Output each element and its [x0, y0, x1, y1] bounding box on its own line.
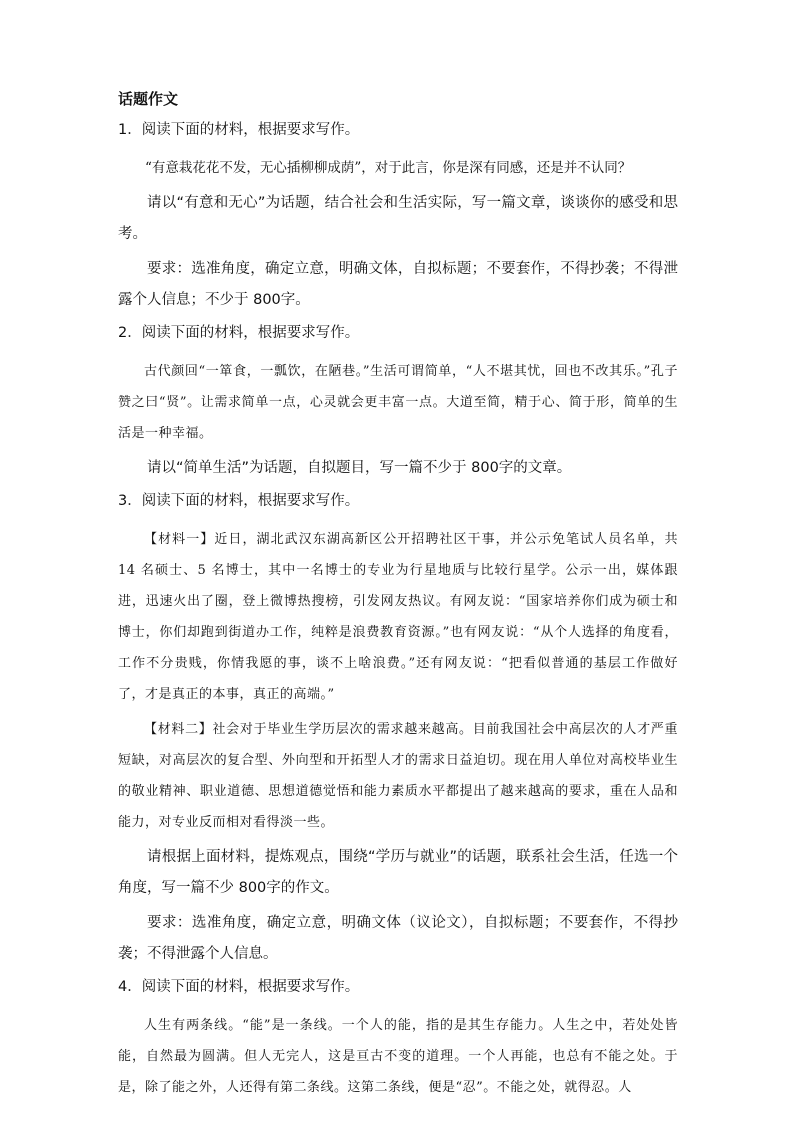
question-3 — [118, 490, 678, 970]
question-title: 1．阅读下面的材料，根据要求写作。 — [118, 122, 360, 138]
question-1 — [118, 119, 678, 316]
section-heading: 话题作文 — [118, 90, 179, 108]
question-title: 3．阅读下面的材料，根据要求写作。 — [118, 493, 360, 509]
question-title: 2．阅读下面的材料，根据要求写作。 — [118, 325, 360, 341]
document-body — [118, 88, 678, 1109]
requirements-paragraph: 要求：选准角度，确定立意，明确文体（议论文），自拟标题；不要套作，不得抄袭；不得泄露个人信息。 — [118, 915, 678, 962]
material-paragraph: 古代颜回“一箪食，一瓢饮，在陋巷。”生活可谓简单，“人不堪其忧，回也不改其乐。”孔子赞之曰“贤”。让需求简单一点，心灵就会更丰富一点。大道至简，精于心、简于形，简单的生活是一种幸福。 — [118, 364, 678, 441]
question-4 — [118, 976, 678, 1103]
question-title: 4．阅读下面的材料，根据要求写作。 — [118, 979, 360, 995]
question-2 — [118, 322, 678, 484]
requirements-paragraph: 要求：选准角度，确定立意，明确文体，自拟标题；不要套作，不得抄袭；不得泄露个人信息；不少于 800字。 — [118, 261, 678, 308]
prompt-paragraph: 请以“简单生活”为话题，自拟题目，写一篇不少于 800字的文章。 — [147, 460, 572, 476]
prompt-paragraph: 请以“有意和无心”为话题，结合社会和生活实际，写一篇文章，谈谈你的感受和思考。 — [118, 195, 678, 242]
material-paragraph: 人生有两条线。“能”是一条线。一个人的能，指的是其生存能力。人生之中，若处处皆能，自然最为圆满。但人无完人，这是亘古不变的道理。一个人再能，也总有不能之处。于是，除了能之外，人还得有第二条线。这第二条线，便是“忍”。不能之处，就得忍。人 — [118, 1018, 678, 1095]
material-paragraph: 【材料二】社会对于毕业生学历层次的需求越来越高。目前我国社会中高层次的人才严重短缺，对高层次的复合型、外向型和开拓型人才的需求日益迫切。现在用人单位对高校毕业生的敬业精神、职业道德、思想道德觉悟和能力素质水平都提出了越来越高的要求，重在人品和能力，对专业反而相对看得淡一些。 — [118, 722, 678, 830]
prompt-paragraph: 请根据上面材料，提炼观点，围绕“学历与就业”的话题，联系社会生活，任选一个角度，写一篇不少 800字的作文。 — [118, 849, 678, 896]
material-quote: “有意栽花花不发，无心插柳柳成荫”，对于此言，你是深有同感，还是并不认同？ — [145, 160, 632, 176]
material-paragraph: 【材料一】近日，湖北武汉东湖高新区公开招聘社区干事，并公示免笔试人员名单，共 14 名硕士、5 名博士，其中一名博士的专业为行星地质与比较行星学。公示一出，媒体跟进，迅速火出了圈，登上微博热搜榜，引发网友热议。有网友说：“国家培养你们成为硕士和博士，你们却跑到街道办工作，纯粹是浪费教育资源。”也有网友说：“从个人选择的角度看，工作不分贵贱，你情我愿的事，谈不上啥浪费。”还有网友说：“把看似普通的基层工作做好了，才是真正的本事，真正的高端。” — [118, 532, 678, 702]
